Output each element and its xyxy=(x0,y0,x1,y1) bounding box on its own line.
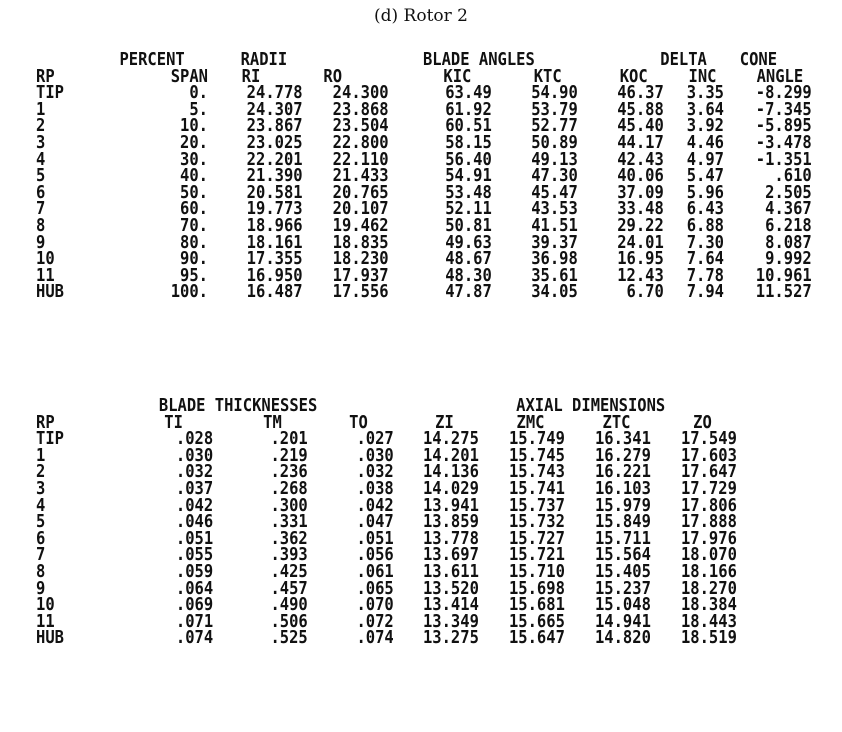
table-cell: 6.43 xyxy=(686,198,724,220)
table-cell: 4.46 xyxy=(686,131,724,153)
table-cell: 15.743 xyxy=(508,461,565,483)
row-label: 5 xyxy=(36,511,46,533)
table-cell: 19.773 xyxy=(246,198,303,220)
table-cell: .071 xyxy=(175,610,214,632)
table-cell: 21.390 xyxy=(246,165,303,187)
table-cell: 45.40 xyxy=(617,115,664,137)
column-header-kic: KIC xyxy=(443,65,472,87)
column-header-to: TO xyxy=(349,411,368,433)
axial-dimensions-header: AXIAL DIMENSIONS xyxy=(516,395,666,416)
row-label: 5 xyxy=(36,165,46,187)
table-cell: 22.201 xyxy=(246,148,303,170)
table-cell: 14.136 xyxy=(422,461,479,483)
table-cell: .027 xyxy=(356,428,394,450)
row-label: 6 xyxy=(36,527,46,549)
table-cell: 17.355 xyxy=(246,248,303,270)
table-cell: 47.87 xyxy=(445,281,492,303)
table-cell: 20.581 xyxy=(246,181,303,203)
table-cell: .074 xyxy=(175,627,214,649)
row-label: TIP xyxy=(36,82,64,104)
table-cell: 15.681 xyxy=(508,594,565,616)
table-cell: 58.15 xyxy=(445,131,492,153)
table-cell: 13.275 xyxy=(422,627,479,649)
table-cell: 15.647 xyxy=(508,627,565,649)
table-cell: 14.201 xyxy=(422,444,479,466)
table-cell: .331 xyxy=(270,511,308,533)
table-cell: 53.48 xyxy=(445,181,492,203)
row-label: 11 xyxy=(36,264,55,286)
table-cell: -7.345 xyxy=(755,98,812,120)
table-cell: 17.937 xyxy=(332,264,389,286)
table-cell: 17.806 xyxy=(680,494,737,516)
table-cell: 22.110 xyxy=(332,148,389,170)
table-cell: 48.67 xyxy=(445,248,492,270)
column-header-ro: RO xyxy=(323,65,343,87)
table-cell: 13.778 xyxy=(422,527,479,549)
column-header-angle: ANGLE xyxy=(756,65,804,87)
table-cell: 12.43 xyxy=(617,264,664,286)
column-header-zo: ZO xyxy=(693,411,712,433)
table-cell: 15.048 xyxy=(594,594,651,616)
table-cell: 41.51 xyxy=(531,214,578,236)
table-cell: .046 xyxy=(175,511,214,533)
table-cell: 13.611 xyxy=(422,560,479,582)
column-header-ri: RI xyxy=(241,65,261,87)
table-cell: 90. xyxy=(180,248,208,270)
table-cell: .425 xyxy=(270,560,308,582)
table-cell: 4.367 xyxy=(765,198,812,220)
table-cell: 20.107 xyxy=(332,198,389,220)
table-cell: .236 xyxy=(270,461,308,483)
table-cell: 18.070 xyxy=(680,544,737,566)
table-cell: 42.43 xyxy=(617,148,664,170)
table-cell: 11.527 xyxy=(755,281,812,303)
table-cell: 70. xyxy=(180,214,208,236)
table-cell: 14.275 xyxy=(422,428,479,450)
table-cell: .055 xyxy=(175,544,214,566)
table-cell: .457 xyxy=(270,577,308,599)
table-cell: 9.992 xyxy=(765,248,812,270)
table-cell: 45.47 xyxy=(531,181,578,203)
table-cell: .047 xyxy=(356,511,394,533)
table-cell: .042 xyxy=(356,494,394,516)
table-cell: 7.30 xyxy=(686,231,724,253)
table-cell: 17.976 xyxy=(680,527,737,549)
table-cell: .028 xyxy=(175,428,214,450)
table-cell: 4.97 xyxy=(686,148,724,170)
table-cell: 15.698 xyxy=(508,577,565,599)
table-cell: 17.549 xyxy=(680,428,737,450)
table-cell: 19.462 xyxy=(332,214,389,236)
table-cell: 15.737 xyxy=(508,494,565,516)
table-cell: 17.888 xyxy=(680,511,737,533)
table-cell: 15.749 xyxy=(508,428,565,450)
table-cell: 33.48 xyxy=(617,198,664,220)
table-cell: 24.300 xyxy=(332,82,389,104)
table-cell: 54.91 xyxy=(445,165,492,187)
row-label: 2 xyxy=(36,461,46,483)
table-cell: 50. xyxy=(180,181,208,203)
row-label: 2 xyxy=(36,115,46,137)
table-cell: 15.710 xyxy=(508,560,565,582)
row-label: 6 xyxy=(36,181,46,203)
row-label: 7 xyxy=(36,198,46,220)
table-cell: 3.92 xyxy=(686,115,724,137)
table-cell: 2.505 xyxy=(765,181,812,203)
row-label: 3 xyxy=(36,131,46,153)
table-cell: 17.647 xyxy=(680,461,737,483)
table-cell: 15.741 xyxy=(508,477,565,499)
table-cell: 37.09 xyxy=(617,181,664,203)
table-cell: 18.384 xyxy=(680,594,737,616)
table-cell: .610 xyxy=(774,165,812,187)
table-cell: .032 xyxy=(356,461,394,483)
table-cell: 50.89 xyxy=(531,131,578,153)
table-cell: 15.711 xyxy=(594,527,651,549)
table-cell: .201 xyxy=(270,428,308,450)
table-cell: 18.230 xyxy=(332,248,389,270)
table-cell: -1.351 xyxy=(755,148,812,170)
row-label: 1 xyxy=(36,98,46,120)
table-cell: 48.30 xyxy=(445,264,492,286)
table-cell: 3.64 xyxy=(686,98,724,120)
column-header-ztc: ZTC xyxy=(602,411,631,433)
table-cell: 17.556 xyxy=(332,281,389,303)
table-cell: 47.30 xyxy=(531,165,578,187)
table-cell: 46.37 xyxy=(617,82,664,104)
table-cell: 15.564 xyxy=(594,544,651,566)
radii-header: RADII xyxy=(240,49,288,70)
table-cell: 53.79 xyxy=(531,98,578,120)
table-cell: 20. xyxy=(180,131,208,153)
row-label: 11 xyxy=(36,610,55,632)
table-cell: .065 xyxy=(356,577,394,599)
row-label: TIP xyxy=(36,428,64,450)
table-cell: 23.025 xyxy=(246,131,303,153)
table-cell: .030 xyxy=(175,444,214,466)
table-cell: 14.941 xyxy=(594,610,651,632)
table-cell: 23.867 xyxy=(246,115,303,137)
table-cell: 13.349 xyxy=(422,610,479,632)
percent-header: PERCENT xyxy=(119,49,185,70)
table-cell: 52.11 xyxy=(445,198,492,220)
column-header-zi: ZI xyxy=(435,411,454,433)
table-cell: .030 xyxy=(356,444,394,466)
column-header-rp: RP xyxy=(36,65,55,87)
table-cell: 45.88 xyxy=(617,98,664,120)
table-cell: 13.941 xyxy=(422,494,479,516)
table-cell: 18.835 xyxy=(332,231,389,253)
table-cell: 16.487 xyxy=(246,281,303,303)
table-cell: 17.603 xyxy=(680,444,737,466)
table-cell: 49.13 xyxy=(531,148,578,170)
table-cell: 14.820 xyxy=(594,627,651,649)
table-cell: .064 xyxy=(175,577,214,599)
table-cell: .051 xyxy=(175,527,214,549)
row-label: HUB xyxy=(36,281,64,303)
table-cell: 6.70 xyxy=(626,281,664,303)
table-cell: 95. xyxy=(180,264,208,286)
column-header-span: SPAN xyxy=(170,65,208,87)
table-cell: 60.51 xyxy=(445,115,492,137)
table-cell: 18.166 xyxy=(680,560,737,582)
column-header-ktc: KTC xyxy=(533,65,562,87)
table-cell: 80. xyxy=(180,231,208,253)
table-cell: 61.92 xyxy=(445,98,492,120)
table-cell: 6.88 xyxy=(686,214,724,236)
table-cell: 60. xyxy=(180,198,208,220)
table-cell: 40.06 xyxy=(617,165,664,187)
blade-thicknesses-header: BLADE THICKNESSES xyxy=(158,395,318,416)
table-cell: .219 xyxy=(270,444,308,466)
row-label: 4 xyxy=(36,148,46,170)
column-header-tm: TM xyxy=(263,411,282,433)
table-cell: 18.161 xyxy=(246,231,303,253)
table-cell: .042 xyxy=(175,494,214,516)
table-cell: 13.697 xyxy=(422,544,479,566)
delta-header: DELTA xyxy=(660,49,707,70)
row-label: 1 xyxy=(36,444,46,466)
table-cell: 15.405 xyxy=(594,560,651,582)
table-cell: 15.732 xyxy=(508,511,565,533)
table-cell: 0. xyxy=(189,82,208,104)
table-cell: 18.270 xyxy=(680,577,737,599)
table-cell: .490 xyxy=(270,594,308,616)
table-cell: .072 xyxy=(356,610,394,632)
table-cell: 16.95 xyxy=(617,248,664,270)
table-cell: 15.979 xyxy=(594,494,651,516)
table-cell: 15.849 xyxy=(594,511,651,533)
table-cell: .268 xyxy=(270,477,308,499)
table-cell: 49.63 xyxy=(445,231,492,253)
table-cell: 15.665 xyxy=(508,610,565,632)
table-cell: 13.859 xyxy=(422,511,479,533)
table-cell: .059 xyxy=(175,560,214,582)
table-cell: .506 xyxy=(270,610,308,632)
table-cell: .070 xyxy=(356,594,394,616)
table-cell: -8.299 xyxy=(755,82,812,104)
table-cell: 39.37 xyxy=(531,231,578,253)
table-cell: 5.96 xyxy=(686,181,724,203)
table-cell: 8.087 xyxy=(765,231,812,253)
blade-angles-header: BLADE ANGLES xyxy=(422,49,535,70)
column-header-inc: INC xyxy=(688,65,717,87)
table-cell: 43.53 xyxy=(531,198,578,220)
column-header-rp: RP xyxy=(36,411,55,433)
table-cell: 52.77 xyxy=(531,115,578,137)
table-cell: 34.05 xyxy=(531,281,578,303)
table-cell: .032 xyxy=(175,461,214,483)
table-cell: .038 xyxy=(356,477,394,499)
row-label: 10 xyxy=(36,248,55,270)
table-cell: 16.341 xyxy=(594,428,651,450)
table-cell: .061 xyxy=(356,560,394,582)
row-label: HUB xyxy=(36,627,64,649)
table-cell: 7.64 xyxy=(686,248,724,270)
table-cell: 56.40 xyxy=(445,148,492,170)
table-cell: .074 xyxy=(356,627,394,649)
page-title: (d) Rotor 2 xyxy=(374,6,468,26)
row-label: 8 xyxy=(36,560,46,582)
table-cell: 5. xyxy=(189,98,208,120)
table-cell: 7.78 xyxy=(686,264,724,286)
table-cell: 29.22 xyxy=(617,214,664,236)
table-cell: .069 xyxy=(175,594,214,616)
table-cell: .362 xyxy=(270,527,308,549)
cone-header: CONE xyxy=(739,49,778,70)
table-cell: 16.103 xyxy=(594,477,651,499)
table-cell: 5.47 xyxy=(686,165,724,187)
table-cell: 22.800 xyxy=(332,131,389,153)
row-label: 9 xyxy=(36,231,46,253)
column-header-ti: TI xyxy=(164,411,183,433)
table-cell: 16.279 xyxy=(594,444,651,466)
table-cell: 40. xyxy=(180,165,208,187)
table-cell: 13.520 xyxy=(422,577,479,599)
table-cell: 18.443 xyxy=(680,610,737,632)
table-cell: .056 xyxy=(356,544,394,566)
table-cell: 24.307 xyxy=(246,98,303,120)
table-cell: 16.221 xyxy=(594,461,651,483)
table-cell: 35.61 xyxy=(531,264,578,286)
column-header-koc: KOC xyxy=(619,65,648,87)
table-cell: .051 xyxy=(356,527,394,549)
table-cell: 17.729 xyxy=(680,477,737,499)
table-cell: 15.727 xyxy=(508,527,565,549)
table-cell: 50.81 xyxy=(445,214,492,236)
table-cell: 23.504 xyxy=(332,115,389,137)
table-cell: 14.029 xyxy=(422,477,479,499)
table-cell: 44.17 xyxy=(617,131,664,153)
table-cell: .300 xyxy=(270,494,308,516)
row-label: 9 xyxy=(36,577,46,599)
table-cell: 3.35 xyxy=(686,82,724,104)
table-cell: .393 xyxy=(270,544,308,566)
table-cell: 15.745 xyxy=(508,444,565,466)
table-cell: 63.49 xyxy=(445,82,492,104)
row-label: 3 xyxy=(36,477,46,499)
table-cell: 54.90 xyxy=(531,82,578,104)
row-label: 8 xyxy=(36,214,46,236)
row-label: 4 xyxy=(36,494,46,516)
row-label: 10 xyxy=(36,594,55,616)
table-cell: -5.895 xyxy=(755,115,812,137)
table-cell: 7.94 xyxy=(686,281,724,303)
table-cell: 10. xyxy=(180,115,208,137)
table-cell: 20.765 xyxy=(332,181,389,203)
table-cell: 36.98 xyxy=(531,248,578,270)
table-cell: 24.01 xyxy=(617,231,664,253)
table-cell: 10.961 xyxy=(755,264,812,286)
table-cell: 23.868 xyxy=(332,98,389,120)
table-cell: 16.950 xyxy=(246,264,303,286)
table-cell: 30. xyxy=(180,148,208,170)
table-cell: -3.478 xyxy=(755,131,812,153)
table-cell: .037 xyxy=(175,477,214,499)
table-cell: 15.237 xyxy=(594,577,651,599)
table-cell: 18.519 xyxy=(680,627,737,649)
table-cell: 6.218 xyxy=(765,214,812,236)
row-label: 7 xyxy=(36,544,46,566)
column-header-zmc: ZMC xyxy=(516,411,545,433)
table-cell: 100. xyxy=(170,281,208,303)
table-cell: 15.721 xyxy=(508,544,565,566)
table-cell: 21.433 xyxy=(332,165,389,187)
table-cell: .525 xyxy=(270,627,308,649)
table-cell: 24.778 xyxy=(246,82,303,104)
table-cell: 18.966 xyxy=(246,214,303,236)
table-cell: 13.414 xyxy=(422,594,479,616)
